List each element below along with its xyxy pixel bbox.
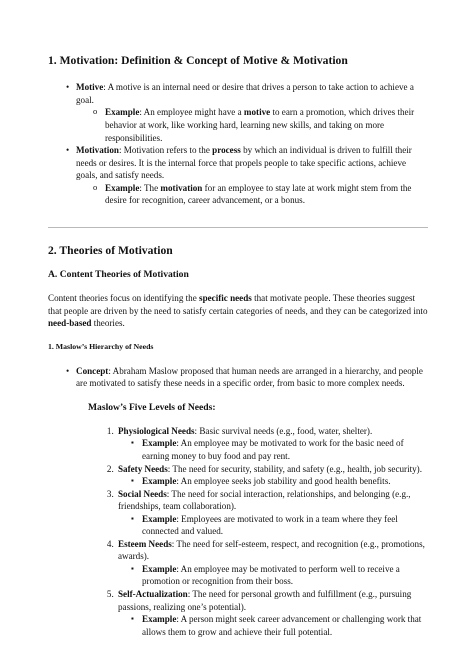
level-social (116, 488, 428, 538)
level-examples (118, 437, 428, 462)
example-text: : An employee might have a (139, 107, 244, 118)
maslow-levels-list (48, 425, 428, 638)
concept-text: : Abraham Maslow proposed that human needs are arranged in a hierarchy, and people are motivated to satisfy these needs in a specific order, from basic to more complex needs. (76, 365, 423, 389)
level-term: Social Needs (118, 488, 167, 499)
level-term: Esteem Needs (118, 538, 172, 549)
level-example (142, 563, 428, 588)
intro-text: theories. (91, 318, 125, 329)
intro-emphasis: need-based (48, 318, 92, 329)
section-divider (48, 227, 428, 228)
example-text: : An employee may be motivated to perform well to receive a promotion or recognition from their boss. (142, 563, 400, 587)
example-text: : A person might seek career advancement or challenging work that allows them to grow and achieve their full potential. (142, 614, 422, 637)
level-examples (118, 563, 428, 588)
example-text: : The (139, 182, 161, 193)
intro-text: that motivate people. These theories suggest that people are driven by the need to satisfy certain categories of needs, and they can be categorized into (48, 293, 428, 316)
level-term: Physiological Needs (118, 425, 195, 436)
motivation-examples (76, 182, 428, 207)
example-text: : An employee may be motivated to work for the basic need of earning money to buy food and pay rent. (142, 438, 404, 461)
example-emphasis: motive (243, 107, 271, 118)
level-examples (118, 613, 428, 638)
example-label: Example (105, 182, 140, 193)
example-label: Example (142, 438, 177, 449)
example-label: Example (142, 513, 177, 524)
example-emphasis: motivation (160, 182, 203, 193)
level-esteem (116, 538, 428, 588)
level-text: : The need for personal growth and fulfillment (e.g., pursuing passions, realizing one’s potential). (118, 588, 412, 612)
definitions-list (48, 81, 428, 206)
concept-list (48, 365, 428, 390)
content-theories-intro (48, 292, 428, 330)
maslow-heading: 1. Maslow’s Hierarchy of Needs (48, 341, 154, 351)
motive-definition (76, 81, 428, 144)
level-text: : Basic survival needs (e.g., food, water, shelter). (194, 425, 373, 436)
level-examples (118, 475, 428, 488)
level-example (142, 613, 428, 638)
motivation-definition (76, 144, 428, 207)
level-safety (116, 463, 428, 488)
motivation-example (105, 182, 428, 207)
motive-definition-text: : A motive is an internal need or desire that drives a person to take action to achieve a goal. (76, 82, 414, 105)
section-2-title: 2. Theories of Motivation (48, 243, 173, 257)
level-term: Safety Needs (118, 463, 168, 474)
example-label: Example (105, 107, 140, 118)
level-term: Self-Actualization (118, 588, 188, 599)
level-text: : The need for security, stability, and safety (e.g., health, job security). (167, 463, 422, 474)
level-text: : The need for social interaction, relationships, and belonging (e.g., friendships, team collaboration). (118, 488, 411, 512)
example-text: : An employee seeks job stability and good health benefits. (176, 476, 391, 487)
motivation-term: Motivation (76, 145, 119, 156)
maslow-concept (76, 365, 428, 390)
level-example (142, 475, 428, 488)
example-label: Example (142, 476, 177, 487)
level-examples (118, 513, 428, 538)
motive-examples (76, 106, 428, 144)
intro-emphasis: specific needs (199, 293, 252, 304)
example-text: for an employee to stay late at work might stem from the desire for recognition, career advancement, or a bonus. (105, 182, 412, 206)
example-text: to earn a promotion, which drives their behavior at work, like working hard, learning new skills, and taking on more responsibilities. (105, 107, 415, 143)
levels-heading: Maslow’s Five Levels of Needs: (88, 401, 216, 413)
motive-term: Motive (76, 82, 104, 93)
intro-text: Content theories focus on identifying the (48, 293, 200, 304)
concept-term: Concept (76, 365, 109, 376)
content-theories-heading: A. Content Theories of Motivation (48, 269, 189, 281)
level-example (142, 513, 428, 538)
definition-emphasis: process (212, 145, 241, 156)
level-physiological (116, 425, 428, 463)
level-text: : The need for self-esteem, respect, and recognition (e.g., promotions, awards). (118, 538, 425, 562)
example-label: Example (142, 614, 177, 625)
level-example (142, 437, 428, 462)
example-label: Example (142, 563, 177, 574)
definition-text: by which an individual is driven to fulfill their needs or desires. It is the internal force that propels people to take specific actions, achieve goals, and satisfy needs. (76, 145, 412, 181)
definition-text: : Motivation refers to the (118, 145, 213, 156)
section-1-title: 1. Motivation: Definition & Concept of Motive & Motivation (48, 54, 348, 67)
example-text: : Employees are motivated to work in a team where they feel connected and valued. (142, 513, 398, 537)
motive-example (105, 106, 428, 144)
level-self-actualization (116, 588, 428, 638)
